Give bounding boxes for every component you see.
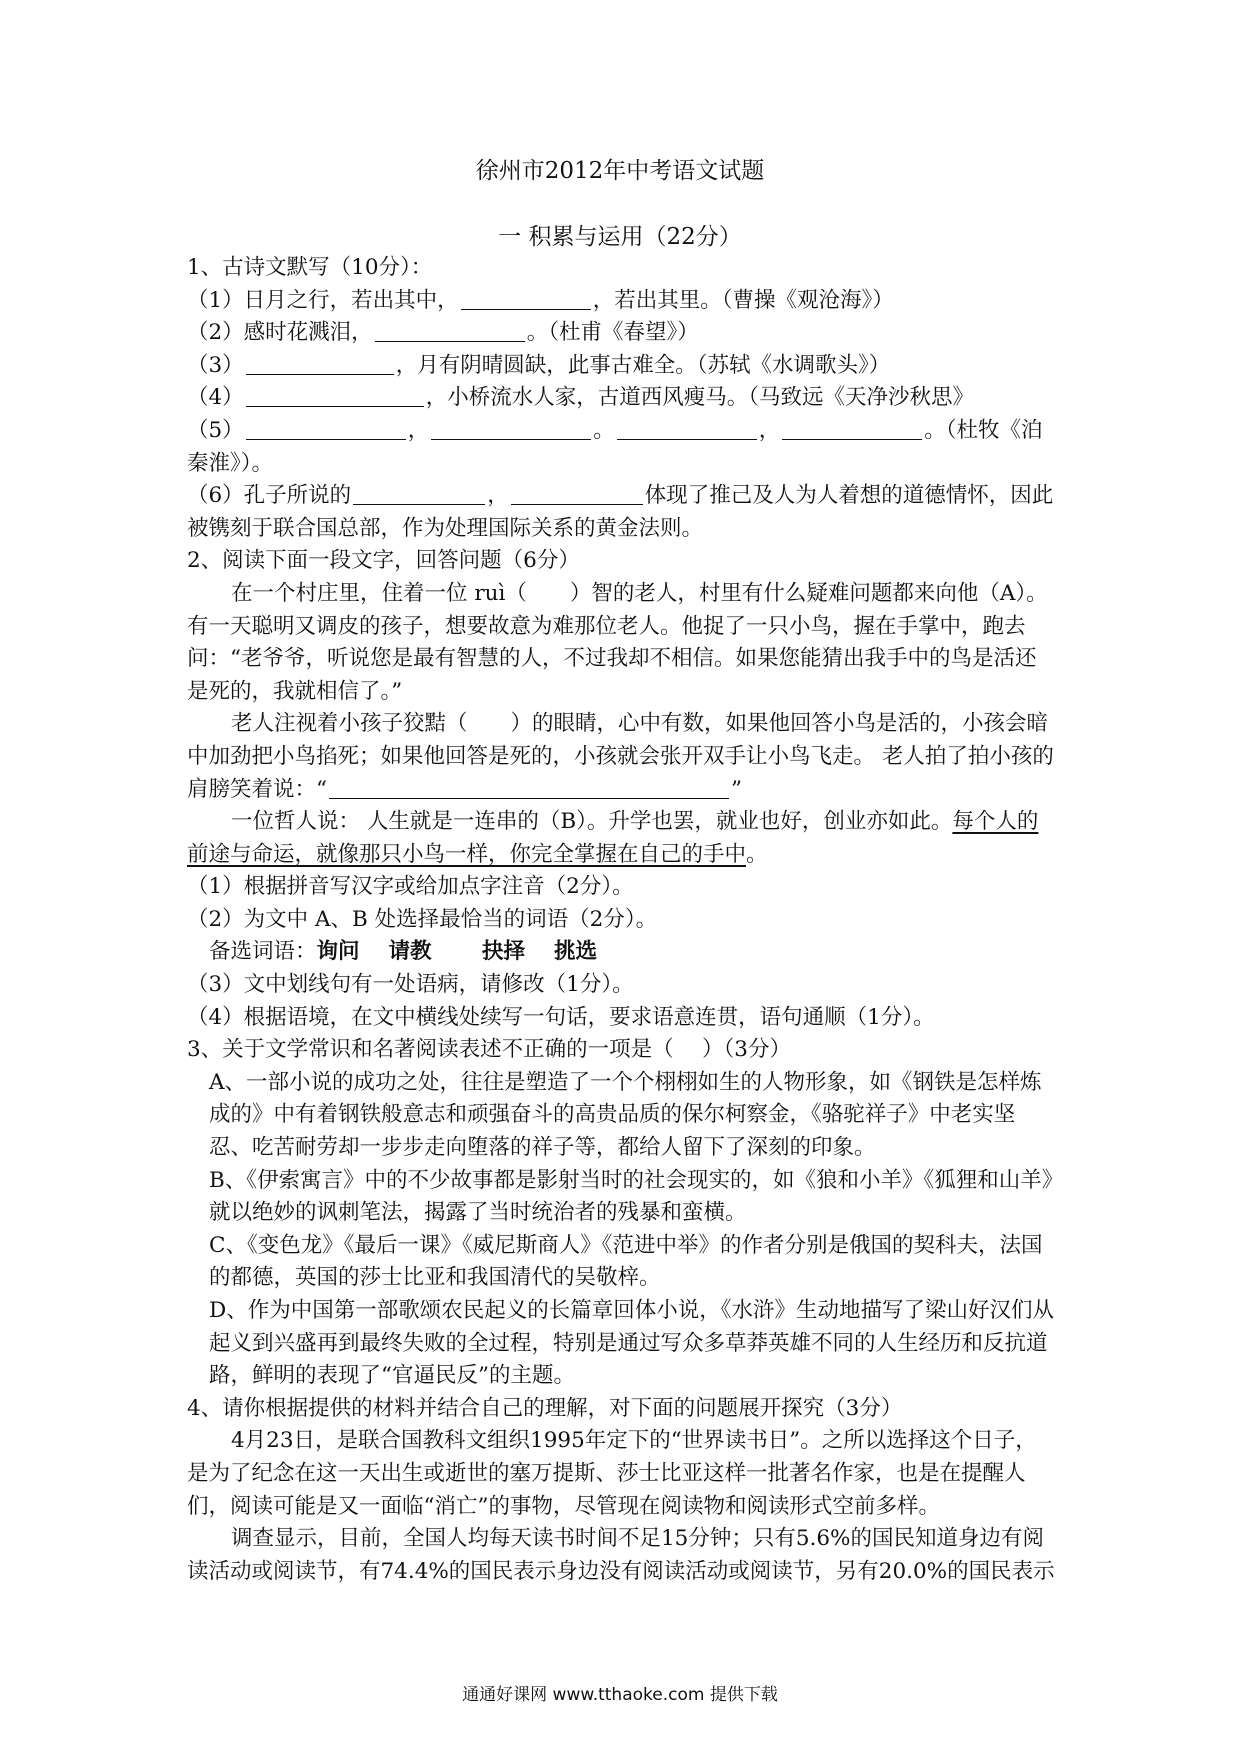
answer-blank[interactable]: [461, 287, 591, 310]
answer-blank[interactable]: [511, 482, 643, 505]
punctuation: 。: [593, 417, 615, 443]
q1-item-5-text-end: 。（杜牧《泊秦淮》）。: [187, 417, 1043, 476]
q1-item-6-text: （6）孔子所说的: [187, 483, 352, 509]
q3-option-a: A、一部小说的成功之处，往往是塑造了一个个栩栩如生的人物形象，如《钢铁是怎样炼成的》中有着钢铁般意志和顽强奋斗的高贵品质的保尔柯察金，《骆驼祥子》中老实坚忍、吃苦耐劳却一步步走向堕落的祥子等，都给人留下了深刻的印象。: [209, 1069, 1042, 1161]
answer-blank[interactable]: [375, 319, 525, 342]
answer-blank[interactable]: [246, 384, 424, 407]
q3-option-d: D、作为中国第一部歌颂农民起义的长篇章回体小说，《水浒》生动地描写了梁山好汉们从起义到兴盛再到最终失败的全过程，特别是通过写众多草莽英雄不同的人生经历和反抗道路，鲜明的表现了“官逼民反”的主题。: [209, 1298, 1054, 1389]
answer-blank[interactable]: [353, 482, 485, 505]
q1-item-6-text-end: 体现了推己及人为人着想的道德情怀，因此被镌刻于联合国总部，作为处理国际关系的黄金法则。: [187, 483, 1054, 541]
closing-quote: ”: [731, 776, 742, 802]
q1-item-2: [187, 317, 1055, 350]
question-3-heading: 3、关于文学常识和名著阅读表述不正确的一项是（ ）（3分）: [187, 1037, 791, 1063]
answer-blank[interactable]: [246, 417, 406, 440]
punctuation: ，: [487, 483, 509, 509]
page-footer: 通通好课网 www.tthaoke.com 提供下载: [462, 1685, 778, 1705]
q2-paragraph-2-text: 老人注视着小孩子狡黠（ ）的眼睛，心中有数，如果他回答小鸟是活的，小孩会暗中加劲把小鸟掐死；如果他回答是死的，小孩就会张开双手让小鸟飞走。 老人拍了拍小孩的肩膀笑着说：“: [187, 711, 1054, 802]
q2-sub-1: （1）根据拼音写汉字或给加点字注音（2分）。: [187, 874, 634, 900]
q3-option-b: B、《伊索寓言》中的不少故事都是影射当时的社会现实的，如《狼和小羊》《狐狸和山羊》就以绝妙的讽刺笔法，揭露了当时统治者的残暴和蛮横。: [209, 1167, 1053, 1226]
q1-item-1-text: （1）日月之行，若出其中，: [187, 287, 459, 313]
q1-item-2-text-end: 。（杜甫《春望》）: [526, 320, 699, 346]
q2-paragraph-2: [187, 708, 1055, 806]
q1-item-5: [187, 415, 1055, 480]
q1-item-6: [187, 480, 1055, 545]
word-options: 询问 请教 抉择 挑选: [316, 939, 597, 965]
question-1-heading: 1、古诗文默写（10分）：: [187, 255, 433, 280]
section-heading: 一 积累与运用（22分）: [498, 224, 742, 250]
q2-sub-4: （4）根据语境，在文中横线处续写一句话，要求语意连贯，语句通顺（1分）。: [187, 1004, 935, 1030]
q3-option-c: C、《变色龙》《最后一课》《威尼斯商人》《范进中举》的作者分别是俄国的契科夫，法国的都德，英国的莎士比亚和我国清代的吴敬梓。: [209, 1232, 1043, 1291]
q2-sub-3: （3）文中划线句有一处语病，请修改（1分）。: [187, 972, 634, 998]
page-title: 徐州市2012年中考语文试题: [475, 158, 765, 184]
question-2-heading: 2、阅读下面一段文字，回答问题（6分）: [187, 548, 580, 574]
punctuation: ，: [407, 417, 430, 443]
word-options-label: 备选词语：: [209, 939, 317, 965]
punctuation: ，: [758, 417, 781, 443]
answer-blank[interactable]: [617, 417, 757, 440]
q2-paragraph-1: 在一个村庄里，住着一位 ruì（ ）智的老人，村里有什么疑难问题都来向他（A）。有一天聪明又调皮的孩子，想要故意为难那位老人。他捉了一只小鸟，握在手掌中，跑去问：“老爷爷，听说您是最有智慧的人，不过我却不相信。如果您能猜出我手中的鸟是活还是死的，我就相信了。”: [187, 580, 1048, 704]
q1-item-1-text-end: ，若出其里。（曹操《观沧海》）: [592, 287, 894, 313]
q4-paragraph-1: 4月23日，是联合国教科文组织1995年定下的“世界读书日”。之所以选择这个日子，是为了纪念在这一天出生或逝世的塞万提斯、莎士比亚这样一批著名作家，也是在提醒人们，阅读可能是又一面临“消亡”的事物，尽管现在阅读物和阅读形式空前多样。: [187, 1428, 1037, 1519]
answer-blank[interactable]: [782, 417, 922, 440]
answer-blank[interactable]: [329, 776, 729, 799]
q2-sub-2: （2）为文中 A、B 处选择最恰当的词语（2分）。: [187, 906, 658, 932]
answer-blank[interactable]: [246, 352, 394, 375]
answer-blank[interactable]: [431, 417, 591, 440]
q1-item-3-text-end: ，月有阴晴圆缺，此事古难全。（苏轼《水调歌头》）: [395, 352, 891, 378]
q1-item-2-text: （2）感时花溅泪，: [187, 320, 373, 346]
q2-paragraph-3-text: 一位哲人说： 人生就是一连串的（B）。升学也罢，就业也好，创业亦如此。: [231, 809, 953, 835]
underlined-sentence: 每个人的前途与命运，就像那只小鸟一样，你完全掌握在自己的手中: [187, 809, 1039, 867]
exam-content: [187, 252, 1055, 1588]
q1-item-3: [187, 350, 1055, 383]
q1-item-1: [187, 285, 1055, 318]
q1-item-5-number: （5）: [187, 417, 244, 443]
q1-item-4: [187, 382, 1055, 415]
punctuation: 。: [746, 841, 768, 867]
q1-item-4-text-end: ，小桥流水人家，古道西风瘦马。（马致远《天净沙秋思》: [425, 385, 974, 411]
q2-paragraph-3: [187, 806, 1055, 871]
question-4-heading: 4、请你根据提供的材料并结合自己的理解，对下面的问题展开探究（3分）: [187, 1395, 903, 1421]
q1-item-4-number: （4）: [187, 385, 244, 411]
q1-item-3-number: （3）: [187, 352, 244, 378]
q2-word-options: [187, 936, 1055, 969]
q4-paragraph-2: 调查显示，目前，全国人均每天读书时间不足15分钟；只有5.6%的国民知道身边有阅读活动或阅读节，有74.4%的国民表示身边没有阅读活动或阅读节，另有20.0%的国民表示: [187, 1526, 1055, 1584]
